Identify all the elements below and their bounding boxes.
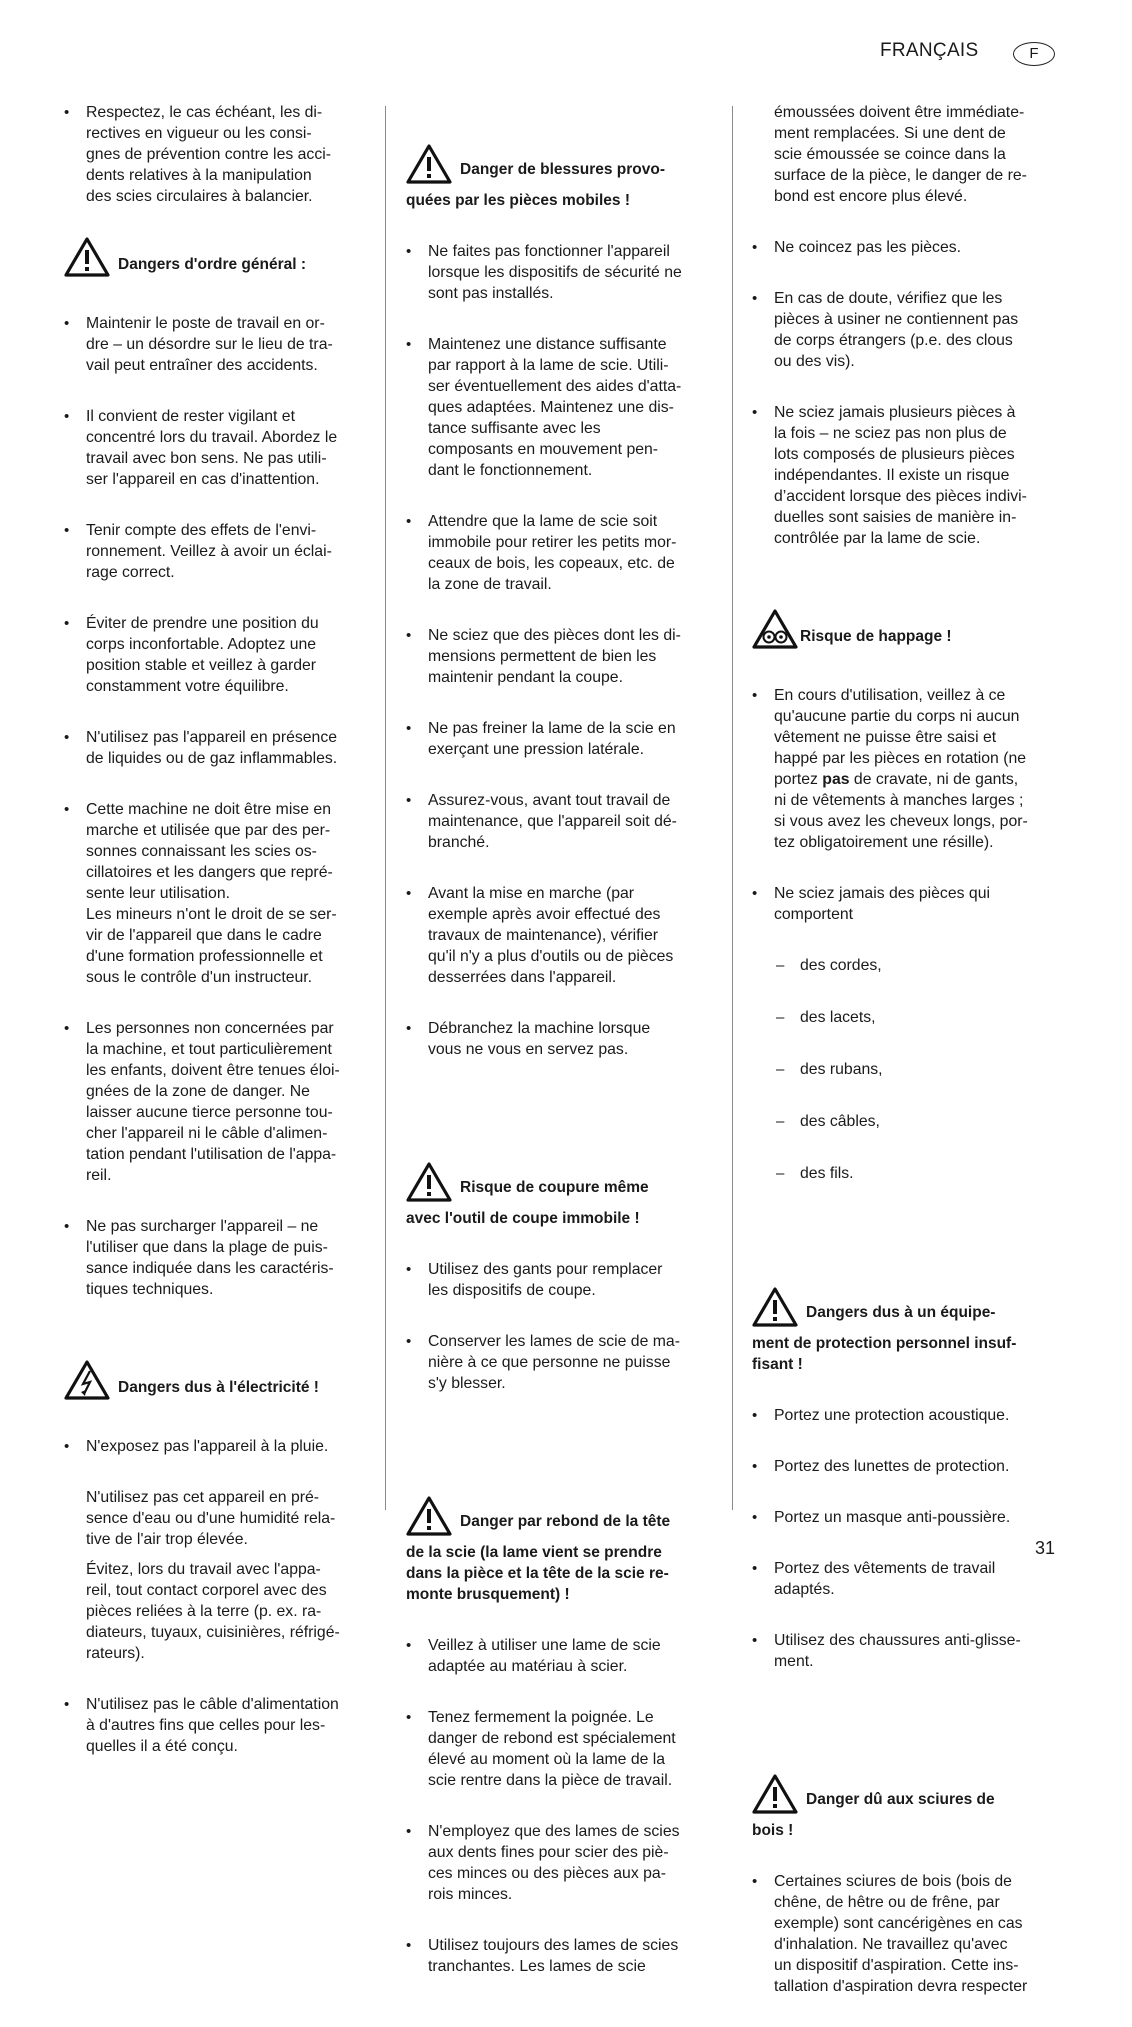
heading-text: Dangers dus à l'électricité ! <box>118 1379 319 1396</box>
section-heading-cut-risk <box>406 1120 706 1229</box>
page-number: 31 <box>1035 1538 1056 1558</box>
sub-list-item: – des lacets, <box>752 1007 1052 1028</box>
list-item: • Ne pas freiner la lame de la scie en exerçant une pression latérale. <box>406 718 706 760</box>
section-heading-wood-dust <box>752 1732 1052 1841</box>
list-item: • N'exposez pas l'appareil à la pluie. <box>64 1436 364 1457</box>
intro-list <box>64 102 364 207</box>
column-2 <box>406 102 706 2007</box>
section-heading-ppe <box>752 1245 1052 1375</box>
text-run-bold: pas <box>822 771 850 788</box>
column-3 <box>752 102 1052 2027</box>
column-divider-left <box>385 106 386 1510</box>
general-list <box>64 292 364 1330</box>
list-item: • Maintenir le poste de travail en or- dre – un désordre sur le lieu de tra- vail peut entraîner des accidents. <box>64 313 364 376</box>
list-item: • N'employez que des lames de scies aux dents fines pour scier des piè- ces minces ou des pièces aux pa- rois minces. <box>406 1821 706 1905</box>
heading-text: Risque de happage ! <box>800 628 952 645</box>
sub-list-item: – des cordes, <box>752 955 1052 976</box>
cut-risk-list <box>406 1238 706 1424</box>
paragraph: Évitez, lors du travail avec l'appa- reil, tout contact corporel avec des pièces reliées à la terre (p. ex. ra- diateurs, tuyaux, cuisinières, réfrigé- rateurs). <box>86 1561 340 1662</box>
heading-text: Danger dû aux sciures de bois ! <box>752 1791 995 1839</box>
list-item: • Utilisez des chaussures anti-glisse- ment. <box>752 1630 1052 1672</box>
list-item: • Portez une protection acoustique. <box>752 1405 1052 1426</box>
column-1 <box>64 102 364 1787</box>
electric-list <box>64 1415 364 1487</box>
warning-triangle-icon <box>64 237 110 283</box>
list-item: • Cette machine ne doit être mise en marche et utilisée que par des per- sonnes connaissant les scies os- cillatoires et les dangers que repré- sente leur utilisation. Les mineurs n'ont le droit de se ser- vir de l'appareil que dans le cadre d'une formation professionnelle et sous le contrôle d'un instructeur. <box>64 799 364 988</box>
heading-text: Dangers d'ordre général : <box>118 256 307 273</box>
list-item: • Tenir compte des effets de l'envi- ronnement. Veillez à avoir un éclai- rage correct. <box>64 520 364 583</box>
list-item: • Respectez, le cas échéant, les di- rectives en vigueur ou les consi- gnes de prévention contre les acci- dents relatives à la manipulation des scies circulaires à balancier. <box>64 102 364 207</box>
list-item: • N'utilisez pas le câble d'alimentation à d'autres fins que celles pour les- quelles il a été conçu. <box>64 1694 364 1757</box>
paragraph-continued: émoussées doivent être immédiate- ment remplacées. Si une dent de scie émoussée se coince dans la surface de la pièce, le danger de re- bond est encore plus élevé. <box>774 104 1027 205</box>
electric-list-2 <box>64 1673 364 1787</box>
entanglement-list <box>752 664 1052 1215</box>
list-item: • Éviter de prendre une position du corps inconfortable. Adoptez une position stable et veillez à garder constamment votre équilibre. <box>64 613 364 697</box>
column-divider-right <box>732 106 733 1510</box>
list-item: • Ne coincez pas les pièces. <box>752 237 1052 258</box>
moving-parts-list <box>406 220 706 1090</box>
language-label: FRANÇAIS <box>880 40 979 61</box>
sub-list-item: – des rubans, <box>752 1059 1052 1080</box>
paragraph: N'utilisez pas cet appareil en pré- sence d'eau ou d'une humidité rela- tive de l'air trop élevée. <box>86 1489 336 1548</box>
list-item: • Portez un masque anti-poussière. <box>752 1507 1052 1528</box>
text-run: de cravate, ni de gants, ni de vêtements à manches larges ; si vous avez les cheveux longs, por- tez obligatoirement une résille). <box>774 771 1028 851</box>
list-item: • Il convient de rester vigilant et concentré lors du travail. Abordez le travail avec bon sens. Ne pas utili- ser l'appareil en cas d'inattention. <box>64 406 364 490</box>
electric-hazard-icon <box>64 1360 110 1406</box>
list-item: • Les personnes non concernées par la machine, et tout particulièrement les enfants, doivent être tenues éloi- gnées de la zone de danger. Ne laisser aucune tierce personne tou- cher l'appareil ni le câble d'alimen- tation pendant l'utilisation de l'appa- reil. <box>64 1018 364 1186</box>
list-item: • Utilisez toujours des lames de scies tranchantes. Les lames de scie <box>406 1935 706 1977</box>
list-item: • Ne sciez jamais plusieurs pièces à la fois – ne sciez pas non plus de lots composés de plusieurs pièces indépendantes. Il existe un risque d’accident lorsque des pièces indivi- duelles sont saisies de manière in- contrôlée par la lame de scie. <box>752 402 1052 549</box>
list-item: • Ne pas surcharger l'appareil – ne l'utiliser que dans la plage de puis- sance indiquée dans les caractéris- tiques techniques. <box>64 1216 364 1300</box>
wood-dust-list <box>752 1850 1052 2027</box>
sub-list-item: – des fils. <box>752 1163 1052 1184</box>
warning-triangle-icon <box>406 123 452 190</box>
list-item: • Débranchez la machine lorsque vous ne vous en servez pas. <box>406 1018 706 1060</box>
list-item: • Avant la mise en marche (par exemple après avoir effectué des travaux de maintenance), vérifier qu'il n'y a plus d'outils ou de pièces desserrées dans l'appareil. <box>406 883 706 988</box>
heading-text: Danger de blessures provo- quées par les pièces mobiles ! <box>406 161 666 209</box>
list-item: • Assurez-vous, avant tout travail de maintenance, que l'appareil soit dé- branché. <box>406 790 706 853</box>
workpiece-list <box>752 216 1052 579</box>
section-heading-kickback <box>406 1454 706 1605</box>
kickback-list <box>406 1614 706 2007</box>
ppe-list <box>752 1384 1052 1702</box>
text-run: En cours d'utilisation, veillez à ce qu'aucune partie du corps ni aucun vêtement ne puisse être saisi et happé par les pièces en rotation (ne portez <box>774 687 1027 788</box>
heading-text: Risque de coupure même avec l'outil de coupe immobile ! <box>406 1179 649 1227</box>
list-item: • Maintenez une distance suffisante par rapport à la lame de scie. Utili- ser éventuellement des aides d'atta- ques adaptées. Maintenez une dis- tance suffisante avec les composants en mouvement pen- dant le fonctionnement. <box>406 334 706 481</box>
list-item: • Ne sciez jamais des pièces qui comportent <box>752 883 1052 925</box>
list-item: • Veillez à utiliser une lame de scie adaptée au matériau à scier. <box>406 1635 706 1677</box>
warning-triangle-icon <box>406 1141 452 1208</box>
list-item: • Utilisez des gants pour remplacer les dispositifs de coupe. <box>406 1259 706 1301</box>
list-item: • En cas de doute, vérifiez que les pièces à usiner ne contiennent pas de corps étrangers (p.e. des clous ou des vis). <box>752 288 1052 372</box>
list-item: • Certaines sciures de bois (bois de chêne, de hêtre ou de frêne, par exemple) sont cancérigènes en cas d'inhalation. Ne travaillez qu'avec un dispositif d'aspiration. Cette ins- tallation d'aspiration devra respecter <box>752 1871 1052 1997</box>
heading-text: Danger par rebond de la tête de la scie (la lame vient se prendre dans la pièce et la tête de la scie re- monte brusquement) ! <box>406 1513 671 1603</box>
list-item: • Portez des vêtements de travail adaptés. <box>752 1558 1052 1600</box>
list-item: • Attendre que la lame de scie soit immobile pour retirer les petits mor- ceaux de bois, les copeaux, etc. de la zone de travail. <box>406 511 706 595</box>
warning-triangle-icon <box>406 1475 452 1542</box>
section-heading-moving-parts <box>406 102 706 211</box>
list-item: • Tenez fermement la poignée. Le danger de rebond est spécialement élevé au moment où la lame de la scie rentre dans la pièce de travail. <box>406 1707 706 1791</box>
list-item: • Portez des lunettes de protection. <box>752 1456 1052 1477</box>
section-heading-general <box>64 237 364 283</box>
entanglement-hazard-icon <box>752 609 798 655</box>
list-item: • N'utilisez pas l'appareil en présence de liquides ou de gaz inflammables. <box>64 727 364 769</box>
list-item: • Ne faites pas fonctionner l'appareil lorsque les dispositifs de sécurité ne sont pas installés. <box>406 241 706 304</box>
language-code-badge: F <box>1013 42 1055 66</box>
sub-list-item: – des câbles, <box>752 1111 1052 1132</box>
list-item <box>752 685 1052 853</box>
section-heading-electric <box>64 1360 364 1406</box>
list-item: • Ne sciez que des pièces dont les di- mensions permettent de bien les maintenir pendant la coupe. <box>406 625 706 688</box>
section-heading-entanglement <box>752 609 1052 655</box>
heading-text: Dangers dus à un équipe- ment de protection personnel insuf- fisant ! <box>752 1304 1017 1373</box>
warning-triangle-icon <box>752 1266 798 1333</box>
warning-triangle-icon <box>752 1753 798 1820</box>
list-item: • Conserver les lames de scie de ma- nière à ce que personne ne puisse s'y blesser. <box>406 1331 706 1394</box>
